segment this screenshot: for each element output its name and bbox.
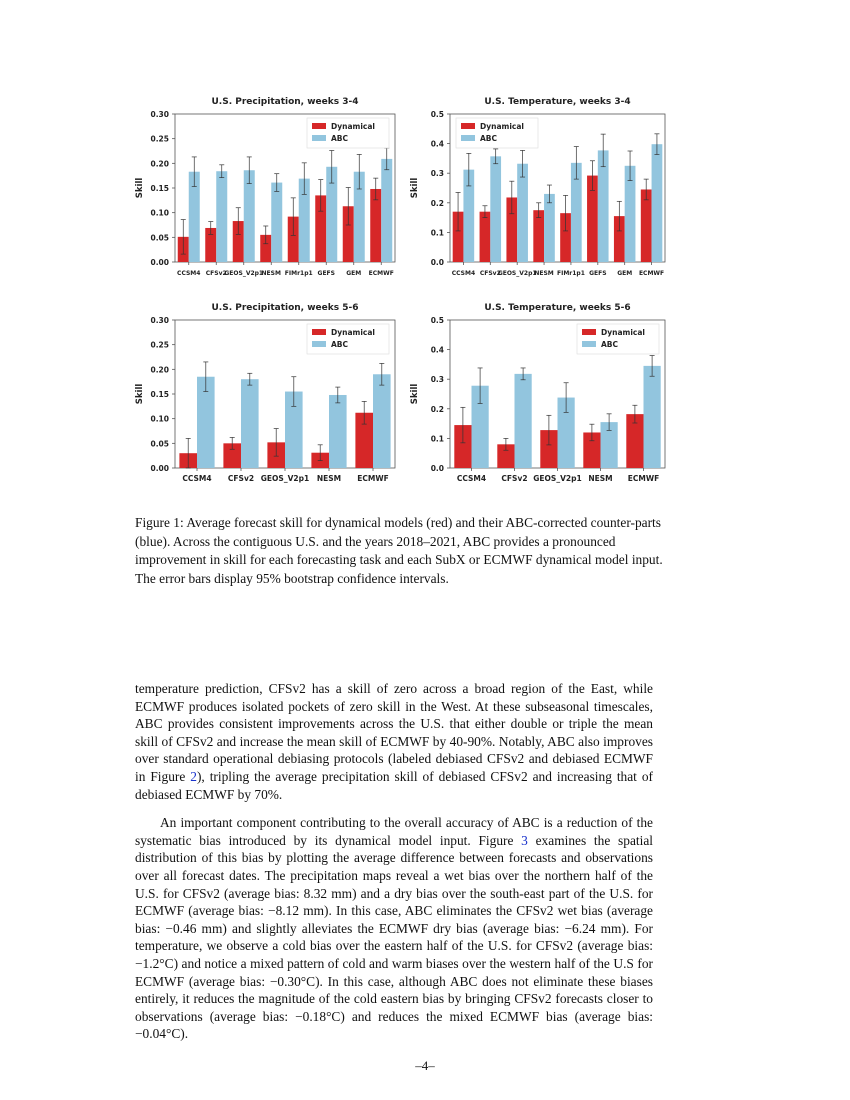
- y-tick-label: 0.4: [430, 345, 444, 355]
- y-tick-label: 0.25: [150, 134, 169, 144]
- legend-label: Dynamical: [601, 328, 645, 337]
- x-tick-label: GEFS: [589, 270, 607, 277]
- y-tick-label: 0.30: [150, 316, 169, 325]
- y-tick-label: 0.20: [150, 159, 169, 169]
- y-tick-label: 0.15: [150, 390, 169, 399]
- legend-swatch: [312, 329, 326, 335]
- x-tick-label: NESM: [316, 474, 342, 483]
- y-tick-label: 0.1: [430, 434, 444, 444]
- chart-temp-weeks-5-6: [405, 298, 670, 498]
- y-tick-label: 0.10: [150, 414, 169, 424]
- x-tick-label: CCSM4: [456, 474, 487, 483]
- y-tick-label: 0.5: [430, 110, 444, 119]
- legend-label: Dynamical: [331, 328, 375, 337]
- bar-abc: [381, 159, 392, 262]
- x-tick-label: NESM: [534, 270, 554, 277]
- x-tick-label: ECMWF: [357, 474, 389, 483]
- chart-title: U.S. Temperature, weeks 3-4: [484, 97, 631, 107]
- chart-temp-weeks-3-4: [405, 92, 670, 292]
- y-tick-label: 0.0: [430, 258, 444, 267]
- page-number: –4–: [415, 1058, 435, 1073]
- legend-label: Dynamical: [331, 122, 375, 131]
- chart-title: U.S. Precipitation, weeks 3-4: [211, 97, 359, 107]
- x-tick-label: GEFS: [317, 270, 335, 277]
- bar-abc: [544, 194, 555, 262]
- x-tick-label: CCSM4: [451, 270, 476, 277]
- chart-precip-weeks-3-4: [130, 92, 400, 292]
- x-tick-label: NESM: [588, 474, 613, 483]
- legend-label: ABC: [331, 134, 349, 143]
- legend-label: ABC: [601, 340, 619, 349]
- figure-3-link[interactable]: 3: [521, 832, 528, 848]
- y-tick-label: 0.10: [150, 208, 169, 218]
- x-tick-label: CFSv2: [227, 474, 255, 483]
- chart-title: U.S. Precipitation, weeks 5-6: [211, 303, 359, 313]
- body-text: [135, 680, 653, 1054]
- bar-abc: [216, 171, 227, 262]
- x-tick-label: ECMWF: [368, 270, 394, 277]
- bar-dynamical: [480, 212, 491, 262]
- y-tick-label: 0.05: [150, 233, 169, 243]
- x-tick-label: NESM: [261, 270, 281, 277]
- x-tick-label: ECMWF: [638, 270, 665, 277]
- bar-abc: [244, 170, 255, 262]
- y-tick-label: 0.3: [430, 375, 444, 385]
- y-tick-label: 0.30: [150, 110, 169, 119]
- x-tick-label: FIMr1p1: [284, 270, 313, 277]
- bar-dynamical: [641, 189, 652, 262]
- y-tick-label: 0.05: [150, 439, 169, 449]
- legend-swatch: [312, 341, 326, 347]
- chart-title: U.S. Temperature, weeks 5-6: [484, 303, 631, 313]
- legend-swatch: [461, 123, 475, 129]
- y-tick-label: 0.2: [430, 198, 444, 208]
- x-tick-label: CFSv2: [479, 270, 501, 277]
- x-tick-label: GEOS_V2p1: [497, 270, 537, 277]
- x-tick-label: FIMr1p1: [556, 270, 585, 277]
- legend-swatch: [582, 341, 596, 347]
- y-tick-label: 0.25: [150, 340, 169, 350]
- x-tick-label: GEM: [617, 270, 633, 277]
- legend-swatch: [461, 135, 475, 141]
- y-tick-label: 0.0: [430, 464, 444, 473]
- bar-dynamical: [533, 210, 544, 262]
- bar-abc: [515, 374, 532, 468]
- y-tick-label: 0.15: [150, 184, 169, 193]
- y-axis-label: Skill: [135, 177, 145, 199]
- legend-label: ABC: [480, 134, 498, 143]
- paragraph-1: temperature prediction, CFSv2 has a skill of zero across a broad region of the East, while ECMWF produces isolated pockets of zero skill in the West. At these subseasonal timescales, ABC provides consistent improvements across the U.S. that either double or triple the mean skill of CFSv2 and increase the mean skill of ECMWF by 40-90%. Notably, ABC also improves over standard operational debiasing protocols (labeled debiased CFSv2 and debiased ECMWF in Figure 2), tripling the average precipitation skill of debiased CFSv2 and increasing that of debiased ECMWF by 70%.: [135, 681, 653, 802]
- legend-swatch: [312, 123, 326, 129]
- x-tick-label: CFSv2: [205, 270, 227, 277]
- bar-abc: [652, 144, 663, 262]
- bar-abc: [598, 150, 609, 262]
- y-axis-label: Skill: [135, 383, 145, 405]
- y-axis-label: Skill: [410, 383, 420, 405]
- bar-abc: [241, 379, 259, 468]
- figure-2-link[interactable]: 2: [190, 768, 197, 784]
- y-tick-label: 0.00: [150, 464, 169, 473]
- legend-label: ABC: [331, 340, 349, 349]
- y-tick-label: 0.1: [430, 228, 444, 238]
- x-tick-label: GEOS_V2p1: [224, 270, 264, 277]
- y-tick-label: 0.4: [430, 139, 444, 149]
- legend-swatch: [582, 329, 596, 335]
- bar-abc: [271, 183, 282, 262]
- y-tick-label: 0.3: [430, 169, 444, 179]
- bar-abc: [373, 374, 391, 468]
- bar-abc: [329, 395, 347, 468]
- x-tick-label: GEM: [346, 270, 362, 277]
- x-tick-label: GEOS_V2p1: [260, 474, 310, 483]
- paragraph-2: An important component contributing to the overall accuracy of ABC is a reduction of the systematic bias introduced by its dynamical model input. Figure 3 examines the spatial distribution of this bias by plotting the average difference between forecasts and observations over all forecast dates. The precipitation maps reveal a wet bias over the northern half of the U.S. for CFSv2 (average bias: 8.32 mm) and a dry bias over the south-east part of the U.S. for ECMWF (average bias: −8.12 mm). In this case, ABC eliminates the CFSv2 wet bias (average bias: −0.46 mm) and slightly alleviates the ECMWF dry bias (average bias: −6.24 mm). For temperature, we observe a cold bias over the eastern half of the U.S. for CFSv2 (average bias: −1.2°C) and notice a mixed pattern of cold and warm biases over the western half of the U.S for ECMWF (average bias: −0.30°C). In this case, although ABC does not eliminate these biases entirely, it reduces the magnitude of the cold eastern bias by bringing CFSv2 forecasts closer to observations (average bias: −0.18°C) and reduces the mixed ECMWF bias (average bias: −0.04°C).: [135, 815, 653, 1042]
- legend-swatch: [312, 135, 326, 141]
- chart-precip-weeks-5-6: [130, 298, 400, 498]
- bar-abc: [490, 156, 501, 262]
- bar-abc: [517, 164, 528, 262]
- x-tick-label: CCSM4: [182, 474, 212, 483]
- bar-abc: [644, 366, 661, 468]
- x-tick-label: GEOS_V2p1: [533, 474, 582, 483]
- figure-caption: Figure 1: Average forecast skill for dynamical models (red) and their ABC-corrected counter-parts (blue). Across the contiguous U.S. and the years 2018–2021, ABC provides a pronounced improvement in skill for each forecasting task and each SubX or ECMWF dynamical model input. The error bars display 95% bootstrap confidence intervals.: [135, 515, 663, 586]
- y-axis-label: Skill: [410, 177, 420, 199]
- y-tick-label: 0.20: [150, 365, 169, 375]
- x-tick-label: ECMWF: [627, 474, 660, 483]
- y-tick-label: 0.2: [430, 404, 444, 414]
- x-tick-label: CFSv2: [501, 474, 528, 483]
- legend-label: Dynamical: [480, 122, 524, 131]
- x-tick-label: CCSM4: [177, 270, 201, 277]
- y-tick-label: 0.00: [150, 258, 169, 267]
- y-tick-label: 0.5: [430, 316, 444, 325]
